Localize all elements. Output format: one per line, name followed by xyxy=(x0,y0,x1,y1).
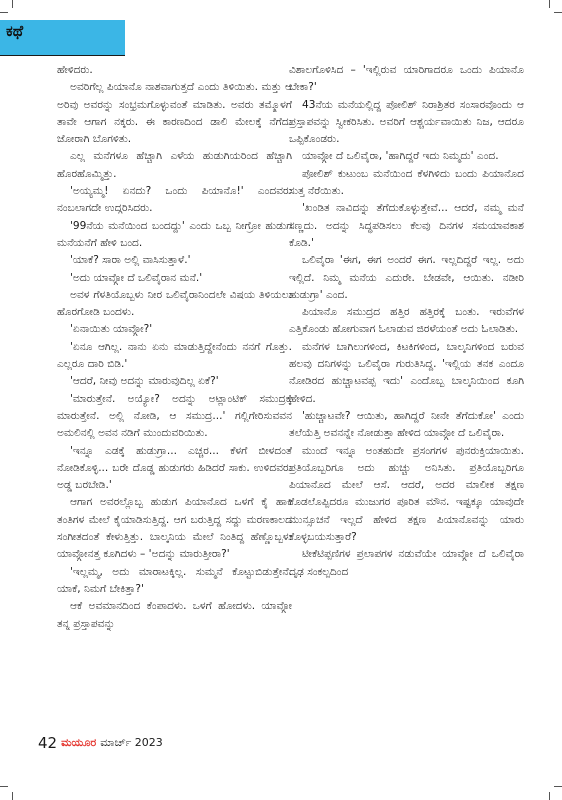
crop-mark xyxy=(554,786,562,787)
paragraph: ಮುಂದೆ ಇನ್ನೂ ಅಂತಹುದೇ ಪ್ರಸಂಗಗಳ ಪುನರುಕ್ತಿಯಾಯಿತು. ಪ್ರತಿಯೊಬ್ಬರಿಗೂ ಅದು ಹುಚ್ಚು ಅನಿಸಿತು. ಪ್ರತಿಯೊಬ್ಬರಿಗೂ ಪಿಯಾನೊದ ಮೇಲೆ ಆಸೆ. ಆದರೆ, ಅದರ ಮಾಲೀಕ ತಕ್ಷಣ ಕೊಡಲೊಪ್ಪಿದರೂ ಮುಜುಗರ ಪೂರಿತ ಮೌನ. ಇಷ್ಟಕ್ಕೂ ಯಾವುದೇ ಮುನ್ಸೂಚನೆ ಇಲ್ಲದೆ ಹೇಳಿದ ತಕ್ಷಣ ಪಿಯಾನೊವನ್ನು ಯಾರು ಕೊಳ್ಳಬಯಸುತ್ತಾರೆ? xyxy=(289,444,524,544)
page-footer xyxy=(38,734,163,752)
paragraph: ಎಲ್ಲ ಮನೆಗಳೂ ಹೆಚ್ಚಾಗಿ ಎಳೆಯ ಹುಡುಗಿಯರಿಂದ ಹೆಚ್ಚಾಗಿ ಹೊರಹೊಮ್ಮಿತ್ತು. xyxy=(57,150,292,180)
paragraph: 'ಅದು ಯಾವ್ಗೋ ದೆ ಒಲಿವೈರಾನ ಮನೆ.' xyxy=(70,271,203,284)
left-column xyxy=(57,62,292,633)
issue-date: ಮಾರ್ಚ್ 2023 xyxy=(100,736,163,749)
paragraph: ಆಕೆ ಅವಮಾನದಿಂದ ಕೆಂಪಾದಳು. ಒಳಗೆ ಹೋದಳು. ಯಾವ್ಗೋ ತನ್ನ ಪ್ರಸ್ತಾಪವನ್ನು xyxy=(57,600,292,630)
paragraph: 'ಯಾಕೆ? ಸಾರಾ ಅಲ್ಲಿ ವಾಸಿಸುತ್ತಾಳೆ.' xyxy=(70,254,191,267)
right-column xyxy=(289,62,524,581)
paragraph: ಒಲಿವೈರಾ 'ಈಗ, ಈಗ ಅಂದರೆ ಈಗ. ಇಲ್ಲದಿದ್ದರೆ ಇಲ್ಲ. ಅದು ಇಲ್ಲಿದೆ. ನಿಮ್ಮ ಮನೆಯ ಎದುರೇ. ಬೇಡವೇ, ಆಯಿತು. ನಡೀರಿ ಹುಡುಗ್ರಾ' ಎಂದ. xyxy=(289,254,524,301)
paragraph: ಆಗಾಗ ಅವರಲ್ಲೊಬ್ಬ ಹುಡುಗ ಪಿಯಾನೊದ ಒಳಗೆ ಕೈ ಹಾಕಿ ತಂತಿಗಳ ಮೇಲೆ ಕೈಯಾಡಿಸುತ್ತಿದ್ದ. ಆಗ ಬರುತ್ತಿದ್ದ ಸದ್ದು ಮರಣಕಾಲದ ಸಂಗೀತದಂತೆ ಕೇಳುತ್ತಿತ್ತು. ಬಾಲ್ಕನಿಯ ಮೇಲೆ ನಿಂತಿದ್ದ ಹೆಣ್ಣೊಬ್ಬಳು ಯಾವ್ಗೋನತ್ತ ಕೂಗಿದಳು – 'ಅದನ್ನು ಮಾರುತ್ತೀರಾ?' xyxy=(57,496,292,561)
paragraph: ಟೀಕೆಟಿಪ್ಪಣಿಗಳ ಪ್ರಲಾಪಗಳ ನಡುವೆಯೇ ಯಾವ್ಗೋ ದೆ ಒಲಿವೈರಾ ದೃಢ ಸಂಕಲ್ಪದಿಂದ xyxy=(289,548,524,578)
paragraph: ಅವಳ ಗೆಳತಿಯೊಬ್ಬಳು ನೀರ ಒಲಿವೈರಾನಿಂದಲೇ ವಿಷಯ ತಿಳಿಯಲು ಹೊರಗೋಡಿ ಬಂದಳು. xyxy=(57,288,292,319)
paragraph: ವಿಶಾಲಗೊಳಿಸಿದ – 'ಇಲ್ಲಿರುವ ಯಾರಿಗಾದರೂ ಒಂದು ಪಿಯಾನೊ ಬೇಕಾ?' xyxy=(289,64,524,94)
paragraph: 'ಹುಚ್ಚಾಟವೇ? ಆಯಿತು, ಹಾಗಿದ್ದರೆ ನೀನೇ ತೆಗೆದುಕೋ' ಎಂದು ತಲೆಯೆತ್ತಿ ಅವನನ್ನೇ ನೋಡುತ್ತಾ ಹೇಳಿದ ಯಾವ್ಗೋ ದೆ ಒಲಿವೈರಾ. xyxy=(289,409,524,440)
crop-mark xyxy=(549,792,550,800)
crop-mark xyxy=(12,792,13,800)
paragraph: ಮನೆಗಳ ಬಾಗಿಲುಗಳಿಂದ, ಕಿಟಕಿಗಳಿಂದ, ಬಾಲ್ಕನಿಗಳಿಂದ ಬರುವ ಹಲವು ದನಿಗಳನ್ನು ಒಲಿವೈರಾ ಗುರುತಿಸಿದ್ದ. 'ಇಲ್ಲಿಯ ತನಕ ಎಂದೂ ನೋಡಿರದ ಹುಚ್ಚಾಟವಪ್ಪ ಇದು' ಎಂದೊಬ್ಬ ಬಾಲ್ಕನಿಯಿಂದ ಕೂಗಿ ಹೇಳಿದ. xyxy=(289,340,524,405)
paragraph: ಹೇಳಿದರು. xyxy=(57,64,93,76)
paragraph: 'ಇಲ್ಲಮ್ಮ, ಅದು ಮಾರಾಟಕ್ಕಿಲ್ಲ. ಸುಮ್ಮನೆ ಕೊಟ್ಟುಬಿಡುತ್ತೇನೆ. ಯಾಕೆ, ನಿಮಗೆ ಬೇಕಿತ್ತಾ?' xyxy=(57,565,292,595)
paragraph: ಅವರಿಗೆಲ್ಲ ಪಿಯಾನೊ ನಾಶವಾಗುತ್ತದೆ ಎಂದು ತಿಳಿಯಿತು. ಮತ್ತು ಆ ಅರಿವು ಅವರನ್ನು ಸಂಭ್ರಮಗೊಳ್ಳುವಂತೆ ಮಾಡಿತು. ಅವರು ತಮ್ಮೊಳಗೆ ತಾವೇ ಆಗಾಗ ನಕ್ಕರು. ಈ ಕಾರಣದಿಂದ ಡಾಲಿ ಮೇಲಕ್ಕೆ ನೆಗೆದು ಜೋರಾಗಿ ಬೊಗಳಿತು. xyxy=(57,81,292,146)
paragraph: 'ಆದರೆ, ನೀವು ಅದನ್ನು ಮಾರುವುದಿಲ್ಲ ಏಕೆ?' xyxy=(70,375,219,388)
paragraph: ಪೋಲಿಶ್ ಕುಟುಂಬ ಮನೆಯಿಂದ ಕೆಳಗಿಳಿದು ಬಂದು ಪಿಯಾನೊದ ಸುತ್ತ ನೆರೆಯಿತು. xyxy=(289,167,524,198)
magazine-logo: ಮಯೂರ xyxy=(61,736,97,749)
paragraph: 43ನೆಯ ಮನೆಯಲ್ಲಿದ್ದ ಪೋಲಿಶ್ ನಿರಾಶ್ರಿತರ ಸಂಸಾರವೊಂದು ಆ ಪ್ರಸ್ತಾಪವನ್ನು ಸ್ವೀಕರಿಸಿತು. ಅವರಿಗೆ ಆಶ್ಚರ್ಯವಾಯಿತು ನಿಜ, ಆದರೂ ಒಪ್ಪಿಕೊಂಡರು. xyxy=(289,98,524,146)
crop-mark xyxy=(0,786,8,787)
paragraph: 'ಇನ್ನೂ ಎಡಕ್ಕೆ ಹುಡುಗ್ರಾ... ಎಚ್ಚರ... ಕೆಳಗೆ ಬೀಳದಂತೆ ನೋಡಿಕೊಳ್ಳಿ... ಬರೇ ದೊಡ್ಡ ಹುಡುಗರು ಹಿಡಿದರೆ ಸಾಕು. ಉಳಿದವರು ಅಡ್ಡ ಬರಬೇಡಿ.' xyxy=(57,444,292,492)
paragraph: 'ಅಯ್ಯಮ್ಮ! ಏನದು? ಒಂದು ಪಿಯಾನೊ!' ಎಂದವರು ನಂಬಲಾಗದೇ ಉದ್ಗರಿಸಿದರು. xyxy=(57,185,292,215)
crop-mark xyxy=(554,12,562,13)
section-divider xyxy=(0,55,125,56)
paragraph: 'ಏನೂ ಆಗಿಲ್ಲ. ನಾನು ಏನು ಮಾಡುತ್ತಿದ್ದೇನೆಂದು ನನಗೆ ಗೊತ್ತು. ಎಲ್ಲರೂ ದಾರಿ ಬಿಡಿ.' xyxy=(57,340,292,371)
paragraph: 'ಏನಾಯಿತು ಯಾವ್ಗೋ?' xyxy=(70,323,153,336)
paragraph: ಯಾವ್ಗೋ ದೆ ಒಲಿವೈರಾ, 'ಹಾಗಿದ್ದರೆ ಇದು ನಿಮ್ಮದು' ಎಂದ. xyxy=(302,150,499,163)
paragraph: ಪಿಯಾನೊ ಸಮುದ್ರದ ಹತ್ತಿರ ಹತ್ತಿರಕ್ಕೆ ಬಂತು. ಇರುವೆಗಳ ಎತ್ತಿಕೊಂಡು ಹೋಗುವಾಗ ಓಲಾಡುವ ಜಿರಳೆಯಂತೆ ಅದು ಓಲಾಡಿತು. xyxy=(289,306,524,336)
paragraph: 'ಮಾರುತ್ತೇನೆ. ಅಯ್ಯೋ? ಅದನ್ನು ಅಟ್ಲಾಂಟಿಕ್ ಸಮುದ್ರಕ್ಕೆ ಮಾರುತ್ತೇನೆ. ಅಲ್ಲಿ ನೋಡಿ, ಆ ಸಮುದ್ರ...' ಗಲ್ಲಿಗೇರಿಸುವವನ ಅಮಲಿನಲ್ಲಿ ಅವನ ನಡಿಗೆ ಮುಂದುವರಿಯಿತು. xyxy=(57,392,292,440)
page-number: 42 xyxy=(38,734,58,752)
crop-mark xyxy=(0,12,8,13)
paragraph: 'ಖಂಡಿತ ನಾವಿದನ್ನು ತೆಗೆದುಕೊಳ್ಳುತ್ತೇವೆ... ಆದರೆ, ನಮ್ಮ ಮನೆ ಸಣ್ಣದು. ಅದನ್ನು ಸಿದ್ಧಪಡಿಸಲು ಕೆಲವು ದಿನಗಳ ಸಮಯಾವಕಾಶ ಕೊಡಿ.' xyxy=(289,202,524,249)
paragraph: '99ನೆಯ ಮನೆಯಿಂದ ಬಂದದ್ದು' ಎಂದು ಒಬ್ಬ ನೀಗ್ರೋ ಹುಡುಗ ಮನೆಯನೆಗೆ ಹೇಳಿ ಬಂದ. xyxy=(57,219,292,249)
crop-mark xyxy=(12,0,13,8)
crop-mark xyxy=(549,0,550,8)
section-title: ಕಥೆ xyxy=(6,22,24,40)
